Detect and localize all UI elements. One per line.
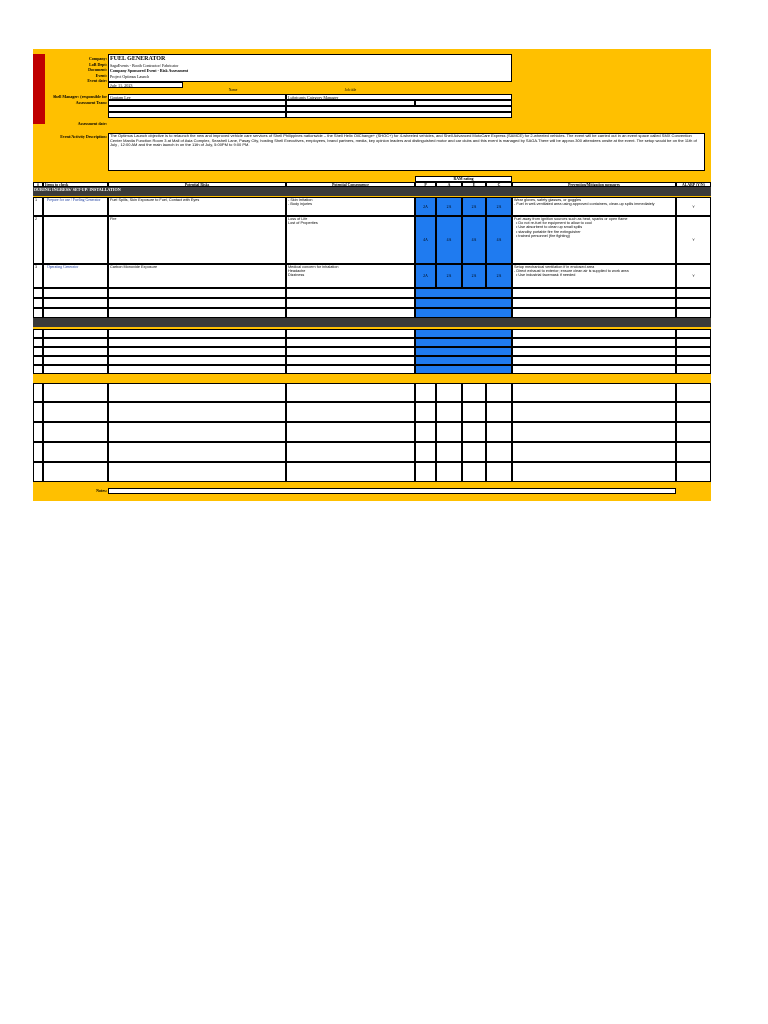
event-value: Project Optimus Launch [110, 73, 150, 79]
ram-value: 4A [446, 237, 452, 242]
empty-cell[interactable] [512, 288, 676, 298]
company-label: Company: [88, 56, 107, 61]
empty-cell[interactable] [43, 308, 108, 318]
ram-e-cell[interactable] [462, 264, 486, 288]
empty-cell[interactable] [108, 422, 286, 442]
empty-cell[interactable] [512, 422, 676, 442]
empty-cell[interactable] [512, 338, 676, 347]
row-num: 3 [33, 264, 43, 288]
empty-cell[interactable] [286, 356, 415, 365]
col-consequence: Potential Consequence [286, 182, 415, 188]
document-label: Document: [88, 67, 107, 72]
consequence-line: Dizziness [288, 273, 305, 278]
empty-cell[interactable] [462, 422, 486, 442]
row-num: 2 [33, 216, 43, 264]
empty-cell[interactable] [676, 347, 711, 356]
consequence-line: - Body injuries [288, 202, 313, 207]
empty-cell[interactable] [486, 402, 512, 422]
empty-cell[interactable] [415, 422, 436, 442]
empty-ram-cell[interactable] [415, 288, 512, 298]
alarp-value: Y [692, 204, 695, 209]
event-description[interactable]: The Optimus Launch objective is to relaunch the new and improved vehicle care services of Shell Philippines nationwide – the Shell Helix OilChange+ (SHOC+) for 4-wheeled vehicles, and Shell Advanced MotoCare Express (SAMCE) for 2-wheeled vehicles. The event will be carried out in an event space called SMX Convention Center Manila Function Room 3 at Mall of Asia Complex, Seashell Lane, Pasay City, hosting Shell Executives, employees, brand partners, media, key opinion leaders and distinguished motor and car clubs and this event is managed by SAGA.There will be approx.300 attendees onsite at the event. The setup would be on the 11th of July , 12:00 AM and the main launch in on the 11th of July, 5:00PM to 9:00 PM. [108, 133, 705, 171]
ram-value: 2A [496, 204, 502, 209]
empty-cell[interactable] [512, 308, 676, 318]
empty-cell[interactable] [286, 308, 415, 318]
empty-cell[interactable] [286, 383, 415, 402]
empty-cell[interactable] [33, 298, 43, 308]
empty-cell[interactable] [436, 402, 462, 422]
empty-cell[interactable] [108, 338, 286, 347]
lob-label: LoB Dept: [89, 61, 107, 67]
ram-p-cell[interactable] [415, 197, 436, 216]
empty-cell[interactable] [462, 442, 486, 462]
assessment-team-field-6[interactable] [108, 112, 286, 118]
measure-line: - Fuel in well-ventilated area using approved containers, clean-up spills immediately [514, 202, 655, 207]
ram-c-cell[interactable] [486, 264, 512, 288]
empty-cell[interactable] [108, 442, 286, 462]
empty-cell[interactable] [512, 402, 676, 422]
row-item[interactable]: Prepare for use / Fueling Generator [43, 197, 108, 216]
empty-cell[interactable] [43, 356, 108, 365]
empty-cell[interactable] [286, 347, 415, 356]
ram-value: 2A [471, 204, 477, 209]
ram-a-cell[interactable] [436, 216, 462, 264]
empty-ram-cell[interactable] [415, 365, 512, 374]
measure-line: Wear gloves, safety glasses, or goggles [514, 198, 582, 202]
alarp-value: Y [692, 237, 695, 242]
empty-cell[interactable] [33, 383, 43, 402]
risk-assessment-sheet [33, 49, 711, 501]
empty-cell[interactable] [462, 462, 486, 482]
empty-cell[interactable] [33, 288, 43, 298]
measure-line: • standby portable fire fire extinguisher [516, 230, 674, 234]
name-caption: Name [228, 87, 238, 92]
empty-cell[interactable] [43, 462, 108, 482]
empty-cell[interactable] [43, 442, 108, 462]
empty-cell[interactable] [33, 402, 43, 422]
event-label: Event: [95, 72, 107, 78]
lob-value: SagaEvents - Booth Contractor/ Fabricator [110, 62, 179, 68]
col-item: Items to check [43, 182, 108, 188]
empty-cell[interactable] [43, 422, 108, 442]
empty-cell[interactable] [512, 442, 676, 462]
measure-line: - Direct exhaust to exterior; ensure clean air is supplied to work area [514, 269, 629, 274]
assessment-date-label: Assessment date: [77, 121, 107, 126]
empty-ram-cell[interactable] [415, 308, 512, 318]
consequence-line: Medical concern for inhalation [288, 265, 339, 269]
col-e: E [462, 182, 486, 188]
empty-ram-cell[interactable] [415, 329, 512, 338]
row-alarp[interactable] [676, 197, 711, 216]
header-box [108, 54, 512, 82]
empty-cell[interactable] [436, 462, 462, 482]
empty-cell[interactable] [108, 365, 286, 374]
col-a: A [436, 182, 462, 188]
company-value: FUEL GENERATOR [110, 56, 166, 62]
measure-line: • Use industrial facemask if needed [516, 273, 674, 277]
empty-cell[interactable] [676, 356, 711, 365]
empty-cell[interactable] [676, 298, 711, 308]
event-date-field[interactable]: July 11, 2023 [108, 82, 183, 88]
measure-line: • trained personnel (fire fighting) [516, 234, 674, 238]
notes-field[interactable] [108, 488, 676, 494]
ram-value: 2A [423, 273, 428, 278]
ram-value: 2A [446, 273, 452, 278]
event-date-label: Event date: [87, 78, 107, 83]
empty-cell[interactable] [33, 422, 43, 442]
empty-cell[interactable] [676, 383, 711, 402]
section-separator-bar [33, 318, 711, 327]
row-consequence[interactable] [286, 264, 415, 288]
ram-e-cell[interactable] [462, 216, 486, 264]
empty-cell[interactable] [286, 422, 415, 442]
empty-cell[interactable] [33, 442, 43, 462]
ram-value: 2A [446, 204, 452, 209]
empty-cell[interactable] [512, 383, 676, 402]
assessment-team-label: Assessment Team: [75, 100, 107, 105]
empty-cell[interactable] [512, 347, 676, 356]
empty-cell[interactable] [512, 298, 676, 308]
row-measures[interactable] [512, 197, 676, 216]
document-value: Company Sponsored Event - Risk Assessment [110, 68, 189, 73]
empty-cell[interactable] [108, 462, 286, 482]
empty-cell[interactable] [43, 402, 108, 422]
row-item[interactable]: Operating Generator [43, 264, 108, 288]
consequence-line: - Skin Irritation [288, 198, 313, 202]
job-caption: Job title [344, 87, 357, 92]
empty-cell[interactable] [512, 462, 676, 482]
col-p: P [415, 182, 436, 188]
consequence-line: Lost of Properties [288, 221, 318, 226]
empty-cell[interactable] [512, 329, 676, 338]
empty-cell[interactable] [108, 347, 286, 356]
ram-a-cell[interactable] [436, 264, 462, 288]
empty-cell[interactable] [286, 462, 415, 482]
col-measures: Prevention/Mitigation measures [512, 182, 676, 188]
empty-ram-cell[interactable] [415, 298, 512, 308]
ram-value: 2A [423, 204, 428, 209]
empty-cell[interactable] [286, 365, 415, 374]
empty-cell[interactable] [108, 298, 286, 308]
ram-value: 4A [496, 237, 502, 242]
measure-head: Setup mechanical ventilation if in enclosed area [514, 265, 595, 269]
empty-cell[interactable] [415, 383, 436, 402]
empty-cell[interactable] [33, 329, 43, 338]
ram-value: 4A [471, 237, 477, 242]
measure-line: • Use absorbent to clean up small spills [516, 225, 674, 229]
empty-cell[interactable] [436, 442, 462, 462]
empty-cell[interactable] [415, 462, 436, 482]
ram-value: 2A [496, 273, 502, 278]
consequence-line: Loss of Life [288, 217, 308, 221]
ram-c-cell[interactable] [486, 216, 512, 264]
empty-cell[interactable] [676, 308, 711, 318]
row-num: 1 [33, 197, 43, 216]
empty-cell[interactable] [108, 383, 286, 402]
shell-manager-job[interactable]: Lubricants Category Manager [286, 94, 512, 100]
empty-cell[interactable] [33, 347, 43, 356]
empty-ram-cell[interactable] [415, 347, 512, 356]
notes-label: Notes: [96, 488, 107, 493]
empty-cell[interactable] [512, 365, 676, 374]
empty-cell[interactable] [286, 402, 415, 422]
empty-cell[interactable] [676, 365, 711, 374]
row-consequence[interactable] [286, 216, 415, 264]
row-consequence[interactable] [286, 197, 415, 216]
empty-cell[interactable] [286, 288, 415, 298]
empty-cell[interactable] [43, 329, 108, 338]
ram-rating-title: RAM rating [415, 176, 512, 182]
empty-cell[interactable] [486, 383, 512, 402]
empty-cell[interactable] [43, 383, 108, 402]
empty-cell[interactable] [286, 442, 415, 462]
empty-cell[interactable] [43, 365, 108, 374]
assessment-team-field-7[interactable] [286, 112, 512, 118]
empty-cell[interactable] [462, 402, 486, 422]
empty-cell[interactable] [108, 329, 286, 338]
empty-cell[interactable] [415, 442, 436, 462]
empty-cell[interactable] [462, 383, 486, 402]
empty-cell[interactable] [33, 462, 43, 482]
row-hazard[interactable]: Carbon Monoxide Exposure [108, 264, 286, 288]
empty-cell[interactable] [676, 402, 711, 422]
ram-p-cell[interactable] [415, 216, 436, 264]
row-measures[interactable] [512, 264, 676, 288]
empty-ram-cell[interactable] [415, 338, 512, 347]
empty-cell[interactable] [108, 288, 286, 298]
empty-cell[interactable] [676, 442, 711, 462]
empty-cell[interactable] [108, 356, 286, 365]
empty-cell[interactable] [108, 402, 286, 422]
consequence-line: Headache [288, 269, 306, 274]
row-hazard[interactable]: Fire [108, 216, 286, 264]
empty-cell[interactable] [676, 288, 711, 298]
empty-cell[interactable] [415, 402, 436, 422]
row-alarp[interactable] [676, 264, 711, 288]
ram-a-cell[interactable] [436, 197, 462, 216]
accent-bar [33, 54, 45, 124]
col-c: C [486, 182, 512, 188]
alarp-value: Y [692, 273, 695, 278]
col-num: # [33, 182, 43, 188]
empty-cell[interactable] [486, 442, 512, 462]
empty-cell[interactable] [43, 338, 108, 347]
empty-cell[interactable] [286, 338, 415, 347]
empty-ram-cell[interactable] [415, 356, 512, 365]
col-hazard: Potential Risks [108, 182, 286, 188]
empty-cell[interactable] [676, 462, 711, 482]
empty-cell[interactable] [43, 298, 108, 308]
empty-cell[interactable] [486, 462, 512, 482]
ram-value: 2A [471, 273, 477, 278]
shell-manager-name[interactable]: Gautam Lee [108, 94, 286, 100]
row-hazard[interactable]: Fuel Spills, Skin Exposure to Fuel, Contact with Eyes [108, 197, 286, 216]
empty-cell[interactable] [676, 338, 711, 347]
ram-p-cell[interactable] [415, 264, 436, 288]
empty-cell[interactable] [486, 422, 512, 442]
measure-line: • Do not re-fuel for equipment to allow to cool [516, 221, 674, 225]
row-alarp[interactable] [676, 216, 711, 264]
ram-e-cell[interactable] [462, 197, 486, 216]
section-ingress-bar: DURING INGRESS/ SET-UP/ INSTALLATION [33, 187, 711, 196]
row-item[interactable] [43, 216, 108, 264]
empty-cell[interactable] [33, 356, 43, 365]
empty-cell[interactable] [676, 329, 711, 338]
empty-cell[interactable] [33, 365, 43, 374]
ram-c-cell[interactable] [486, 197, 512, 216]
empty-cell[interactable] [33, 308, 43, 318]
empty-cell[interactable] [43, 347, 108, 356]
empty-cell[interactable] [286, 329, 415, 338]
event-desc-label: Event/Activity Description: [60, 133, 107, 139]
ram-value: 4A [423, 237, 428, 242]
empty-cell[interactable] [512, 356, 676, 365]
row-measures[interactable] [512, 216, 676, 264]
empty-cell[interactable] [436, 422, 462, 442]
empty-cell[interactable] [33, 338, 43, 347]
col-alarp: ALARP (Y/N) [676, 182, 711, 188]
empty-cell[interactable] [43, 288, 108, 298]
measure-head: Fuel away from ignition sources such as heat, sparks or open flame [514, 217, 628, 221]
shell-manager-label: Shell Manager: (responsible for [52, 94, 107, 99]
empty-cell[interactable] [436, 383, 462, 402]
empty-cell[interactable] [286, 298, 415, 308]
empty-cell[interactable] [108, 308, 286, 318]
empty-cell[interactable] [676, 422, 711, 442]
